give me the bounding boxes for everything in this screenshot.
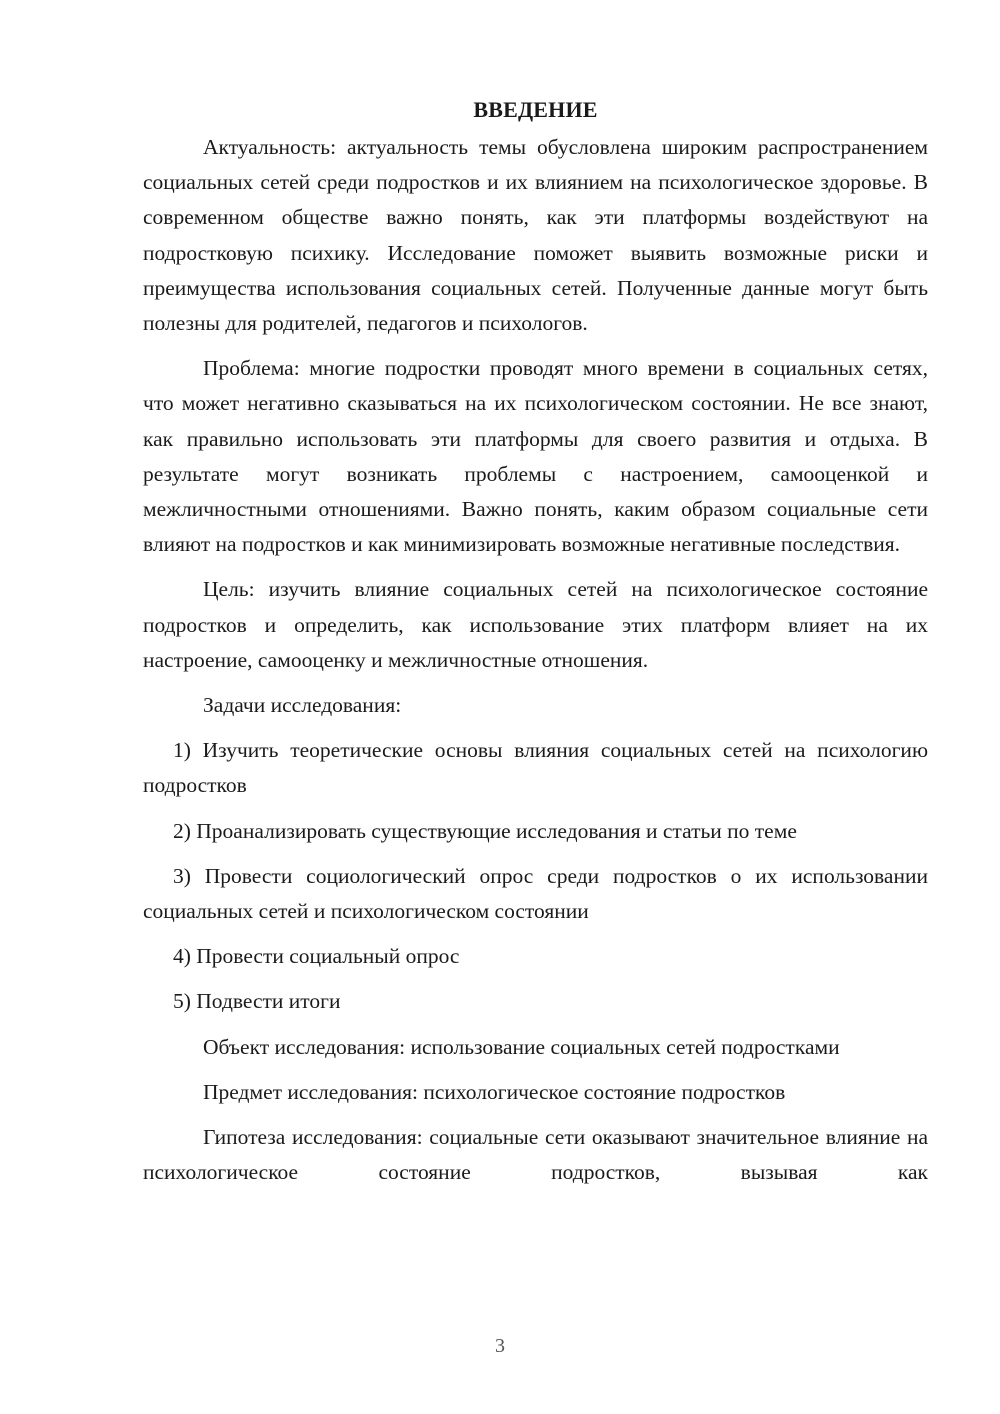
goal-paragraph: Цель: изучить влияние социальных сетей на психологическое состояние подростков и определить, как использование этих платформ влияет на их настроение, самооценку и межличностные отношения. (143, 577, 928, 672)
task-item: 1) Изучить теоретические основы влияния социальных сетей на психологию подростков (143, 738, 928, 798)
relevance-paragraph: Актуальность: актуальность темы обусловлена широким распространением социальных сетей среди подростков и их влиянием на психологическое здоровье. В современном обществе важно понять, как эти платформы воздействуют на подростковую психику. Исследование поможет выявить возможные риски и преимущества использования социальных сетей. Полученные данные могут быть полезны для родителей, педагогов и психологов. (143, 135, 928, 336)
hypothesis-paragraph: Гипотеза исследования: социальные сети оказывают значительное влияние на психологическое состояние подростков, вызывая как (143, 1125, 928, 1185)
research-subject-paragraph: Предмет исследования: психологическое состояние подростков (203, 1079, 786, 1104)
section-heading: ВВЕДЕНИЕ (473, 97, 598, 122)
task-item: 2) Проанализировать существующие исследования и статьи по теме (173, 818, 797, 843)
document-page (143, 94, 928, 1200)
problem-paragraph: Проблема: многие подростки проводят много времени в социальных сетях, что может негативно сказываться на их психологическом состоянии. Не все знают, как правильно использовать эти платформы для своего развития и отдыха. В результате могут возникать проблемы с настроением, самооценкой и межличностными отношениями. Важно понять, каким образом социальные сети влияют на подростков и как минимизировать возможные негативные последствия. (143, 356, 928, 557)
research-object-paragraph: Объект исследования: использование социальных сетей подростками (203, 1034, 840, 1059)
tasks-heading: Задачи исследования: (203, 693, 402, 718)
task-item: 3) Провести социологический опрос среди подростков о их использовании социальных сетей и психологическом состоянии (143, 863, 928, 924)
task-item: 4) Провести социальный опрос (173, 944, 460, 969)
task-item: 5) Подвести итоги (173, 989, 341, 1014)
page-number: 3 (495, 1335, 505, 1357)
